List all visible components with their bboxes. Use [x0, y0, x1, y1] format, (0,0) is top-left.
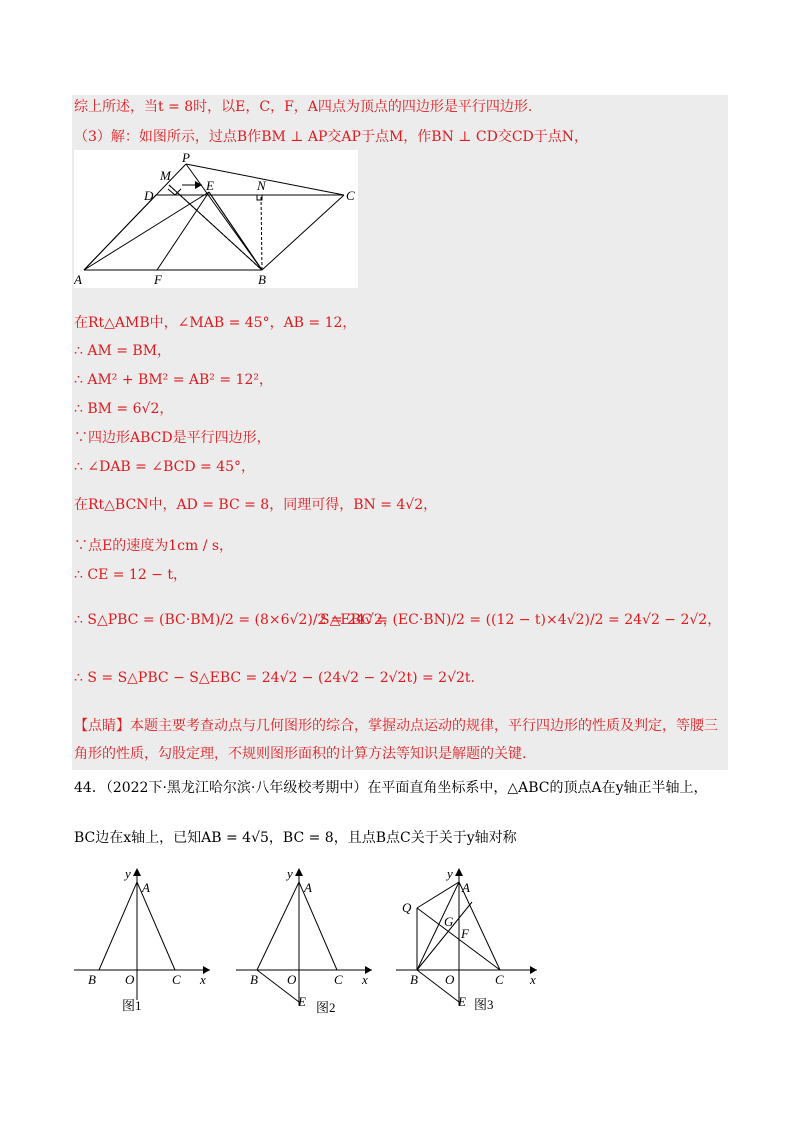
fig3-label-B: B	[410, 972, 418, 987]
step-3: ∴ AM² + BM² = AB² = 12²，	[74, 372, 273, 388]
parallelogram-figure	[74, 150, 358, 288]
question-line-2: BC边在x轴上，已知AB = 4√5，BC = 8，且点B点C关于关于y轴对称	[74, 830, 517, 846]
label-N: N	[257, 178, 266, 193]
step-10-left: ∴ S△PBC = (BC·BM)/2 = (8×6√2)/2 = 24√2，	[74, 612, 397, 628]
fig1-label-y: y	[125, 866, 131, 881]
fig3-label-E: E	[458, 994, 466, 1009]
step-6: ∴ ∠DAB = ∠BCD = 45°，	[74, 459, 256, 475]
step-4: ∴ BM = 6√2，	[74, 401, 174, 417]
step-1: 在Rt△AMB中，∠MAB = 45°，AB = 12，	[74, 315, 357, 331]
fig1-label-O: O	[125, 972, 135, 987]
fig3-label-O: O	[445, 972, 455, 987]
label-P: P	[182, 150, 190, 165]
step-9: ∴ CE = 12 − t，	[74, 567, 187, 583]
fig1-label-C: C	[172, 972, 181, 987]
fig3-label-G: G	[444, 914, 454, 929]
fig1-label-A: A	[142, 880, 150, 895]
step-5: ∵四边形ABCD是平行四边形，	[74, 430, 271, 446]
label-D: D	[144, 188, 154, 203]
fig3-label-x: x	[530, 972, 536, 987]
fig3-label-F: F	[461, 926, 469, 941]
fig2-label-x: x	[362, 972, 368, 987]
question-line-1: 44．（2022下·黑龙江哈尔滨·八年级校考期中）在平面直角坐标系中，△ABC的顶点A在y轴正半轴上，	[74, 780, 708, 796]
fig3-label-y: y	[447, 866, 453, 881]
label-E: E	[206, 178, 214, 193]
step-7: 在Rt△BCN中，AD = BC = 8，同理可得，BN = 4√2，	[74, 497, 438, 513]
label-C: C	[346, 188, 355, 203]
coordinate-figure-2	[232, 860, 382, 1020]
fig2-label-E: E	[298, 994, 306, 1009]
fig3-caption: 图3	[474, 997, 494, 1012]
fig2-label-O: O	[287, 972, 297, 987]
fig2-label-C: C	[334, 972, 343, 987]
fig3-label-A: A	[462, 880, 470, 895]
label-F: F	[154, 272, 162, 287]
step-11: ∴ S = S△PBC − S△EBC = 24√2 − (24√2 − 2√2t) = 2√2t.	[74, 670, 475, 686]
fig1-label-B: B	[88, 972, 96, 987]
comment-line-2: 角形的性质，勾股定理，不规则图形面积的计算方法等知识是解题的关键.	[74, 746, 527, 762]
label-M: M	[160, 168, 171, 183]
fig2-label-y: y	[287, 866, 293, 881]
label-B: B	[258, 272, 266, 287]
step-2: ∴ AM = BM，	[74, 343, 172, 359]
label-A: A	[74, 272, 82, 287]
coordinate-figure-1	[70, 860, 220, 1020]
fig1-caption: 图1	[122, 998, 142, 1013]
step-8: ∵点E的速度为1cm / s，	[74, 538, 234, 554]
comment-line-1: 【点睛】本题主要考查动点与几何图形的综合，掌握动点运动的规律，平行四边形的性质及判定，等腰三	[74, 718, 718, 734]
fig2-label-A: A	[304, 880, 312, 895]
conclusion-line: 综上所述，当t = 8时，以E，C，F，A四点为顶点的四边形是平行四边形.	[74, 99, 533, 115]
coordinate-figure-3	[392, 860, 552, 1020]
fig3-label-C: C	[495, 972, 504, 987]
fig2-label-B: B	[250, 972, 258, 987]
step-10-right: S△EBC = (EC·BN)/2 = ((12 − t)×4√2)/2 = 24√2 − 2√2，	[320, 612, 722, 628]
fig1-label-x: x	[200, 972, 206, 987]
fig3-label-Q: Q	[402, 900, 412, 915]
part3-intro: （3）解：如图所示，过点B作BM ⊥ AP交AP于点M，作BN ⊥ CD交CD于点N，	[74, 129, 589, 145]
fig2-caption: 图2	[316, 1000, 336, 1015]
